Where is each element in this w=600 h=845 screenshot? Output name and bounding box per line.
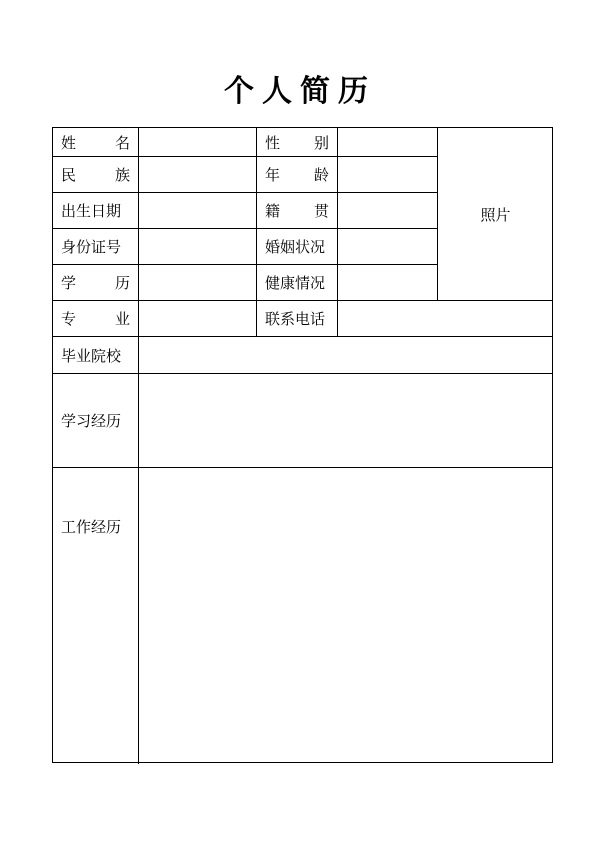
major-field[interactable] — [139, 301, 256, 336]
name-label-char1: 姓 — [61, 133, 77, 152]
resume-form — [52, 127, 553, 763]
gender-label-char1: 性 — [265, 133, 281, 152]
major-label-char2: 业 — [114, 310, 130, 328]
study-history-field[interactable] — [139, 374, 553, 467]
major-label — [53, 301, 138, 336]
gender-label — [257, 128, 337, 156]
ethnicity-field[interactable] — [139, 157, 256, 192]
ethnicity-label — [53, 157, 138, 192]
health-field[interactable] — [338, 265, 437, 300]
education-label — [53, 265, 138, 300]
age-label-char1: 年 — [265, 166, 281, 184]
education-label-char2: 历 — [114, 274, 130, 292]
name-label-char2: 名 — [114, 133, 130, 152]
native-place-label-char2: 贯 — [313, 202, 329, 220]
id-number-field[interactable] — [139, 229, 256, 264]
work-history-field[interactable] — [139, 468, 553, 762]
work-history-label: 工作经历 — [61, 517, 122, 536]
ethnicity-label-char2: 族 — [114, 166, 130, 184]
native-place-label-char1: 籍 — [265, 202, 281, 220]
birth-date-field[interactable] — [139, 193, 256, 228]
ethnicity-label-char1: 民 — [61, 166, 77, 184]
name-label — [53, 128, 138, 156]
photo-box[interactable]: 照片 — [480, 205, 511, 224]
school-label: 毕业院校 — [61, 346, 122, 365]
age-label — [257, 157, 337, 192]
birth-date-label: 出生日期 — [61, 202, 122, 220]
page-title: 个人简历 — [224, 74, 376, 109]
health-label: 健康情况 — [265, 274, 326, 292]
native-place-field[interactable] — [338, 193, 437, 228]
education-label-char1: 学 — [61, 274, 77, 292]
major-label-char1: 专 — [61, 310, 77, 328]
id-number-label: 身份证号 — [61, 238, 122, 256]
phone-label: 联系电话 — [265, 310, 326, 328]
gender-label-char2: 别 — [313, 133, 329, 152]
marital-status-label: 婚姻状况 — [265, 238, 326, 256]
name-field[interactable] — [139, 128, 256, 156]
school-field[interactable] — [139, 337, 553, 373]
marital-status-field[interactable] — [338, 229, 437, 264]
study-history-label: 学习经历 — [61, 412, 122, 430]
education-field[interactable] — [139, 265, 256, 300]
age-field[interactable] — [338, 157, 437, 192]
native-place-label — [257, 193, 337, 228]
phone-field[interactable] — [338, 301, 553, 336]
gender-field[interactable] — [338, 128, 437, 156]
age-label-char2: 龄 — [313, 166, 329, 184]
